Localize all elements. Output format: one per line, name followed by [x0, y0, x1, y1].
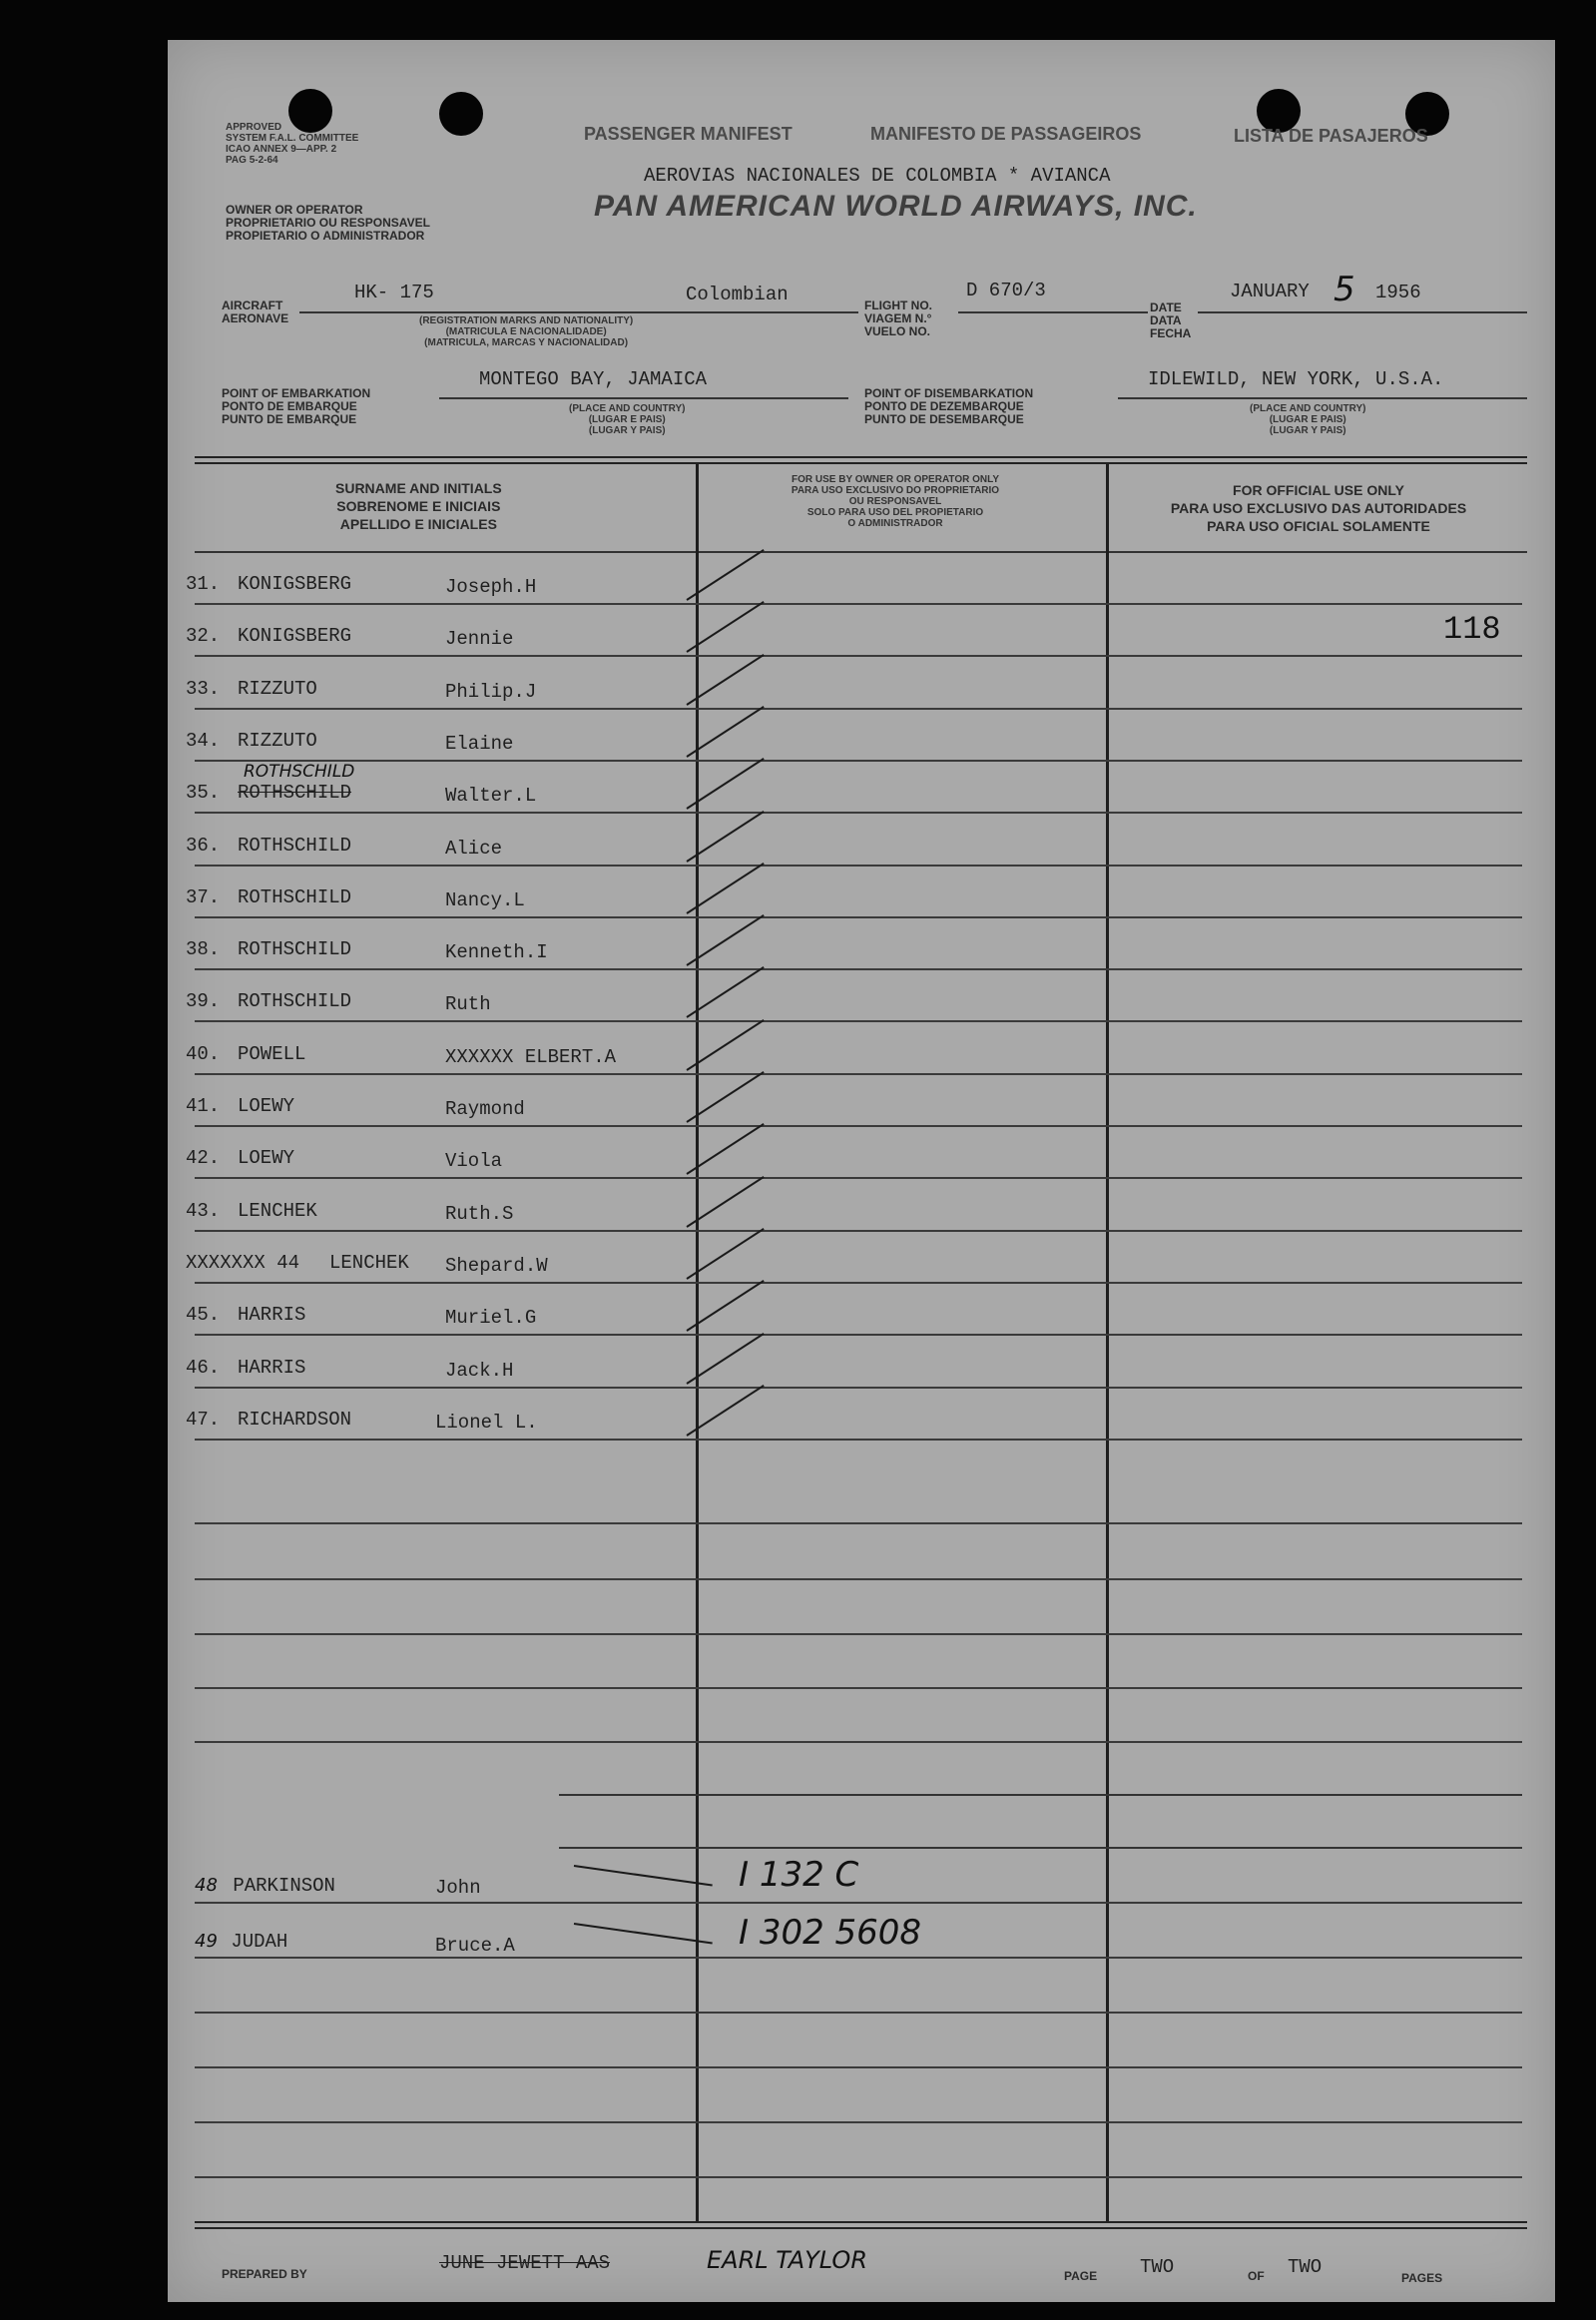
passenger-number: 37.	[186, 886, 221, 908]
late-passenger-note: I 302 5608	[739, 1913, 922, 1953]
passenger-given-name: Ruth.S	[445, 1203, 514, 1225]
prepared-by-handwritten: EARL TAYLOR	[707, 2246, 867, 2274]
embarkation-underline	[439, 397, 848, 399]
row-line	[195, 968, 1522, 970]
table-bottom-rule	[195, 2221, 1527, 2223]
passenger-surname: KONIGSBERG	[238, 625, 352, 647]
passenger-surname: LOEWY	[238, 1147, 295, 1169]
late-passenger-given: Bruce.A	[435, 1935, 515, 1957]
date-underline	[1198, 311, 1527, 313]
passenger-number: 48	[195, 1875, 218, 1896]
page-label: PAGE	[1064, 2269, 1098, 2283]
row-line	[195, 708, 1522, 710]
table-top-rule	[195, 456, 1527, 458]
passenger-surname: ROTHSCHILD	[238, 886, 352, 908]
passenger-surname: ROTHSCHILD	[238, 938, 352, 960]
disembarkation-underline	[1118, 397, 1527, 399]
passenger-given-name: Muriel.G	[445, 1307, 537, 1329]
passenger-number: 39.	[186, 990, 221, 1012]
passenger-surname: ROTHSCHILD	[238, 990, 352, 1012]
passenger-number: XXXXXXX 44	[186, 1252, 300, 1274]
date-day: 5	[1333, 270, 1355, 309]
passenger-given-name: Philip.J	[445, 681, 537, 703]
passenger-surname: PARKINSON	[233, 1875, 335, 1897]
passenger-number: 31.	[186, 573, 221, 595]
empty-row-line	[195, 1578, 1522, 1580]
date-year: 1956	[1375, 282, 1421, 303]
header-bottom-rule	[195, 551, 1527, 553]
aircraft-nationality: Colombian	[686, 284, 789, 305]
row-line	[195, 1020, 1522, 1022]
passenger-surname: ROTHSCHILD	[238, 782, 352, 804]
aircraft-underline	[299, 311, 858, 313]
passenger-number: 36.	[186, 835, 221, 857]
prepared-by-typed: JUNE JEWETT AAS	[439, 2252, 611, 2274]
approval-block: APPROVED SYSTEM F.A.L. COMMITTEE ICAO ANNEX 9—APP. 2 PAG 5-2-64	[226, 122, 359, 166]
row-line	[195, 1230, 1522, 1232]
passenger-given-name: Walter.L	[445, 785, 537, 807]
of-value: TWO	[1288, 2256, 1323, 2278]
passenger-given-name: Ruth	[445, 993, 491, 1015]
airline-name: PAN AMERICAN WORLD AIRWAYS, INC.	[594, 190, 1198, 223]
passenger-surname: LENCHEK	[238, 1200, 317, 1222]
flight-labels: FLIGHT NO. VIAGEM N.° VUELO NO.	[864, 298, 932, 338]
passenger-number: 43.	[186, 1200, 221, 1222]
flight-number: D 670/3	[966, 280, 1046, 301]
row-line	[195, 1125, 1522, 1127]
passenger-given-name: Raymond	[445, 1098, 525, 1120]
passenger-number: 42.	[186, 1147, 221, 1169]
table-bottom-rule	[195, 2227, 1527, 2229]
passenger-given-name: Lionel L.	[435, 1412, 538, 1434]
passenger-given-name: Jennie	[445, 628, 514, 650]
flight-underline	[958, 311, 1148, 313]
row-line	[195, 812, 1522, 814]
column-header-operator: FOR USE BY OWNER OR OPERATOR ONLY PARA USO EXCLUSIVO DO PROPRIETARIO OU RESPONSAVEL SOLO PARA USO DEL PROPIETARIO O ADMINISTRADOR	[791, 474, 1000, 529]
passenger-given-name: Elaine	[445, 733, 514, 755]
empty-row-line	[195, 1522, 1522, 1524]
row-line	[195, 1957, 1522, 1959]
owner-labels: OWNER OR OPERATOR PROPRIETARIO OU RESPONSAVEL PROPIETARIO O ADMINISTRADOR	[226, 203, 430, 243]
embarkation-labels: POINT OF EMBARKATION PONTO DE EMBARQUE PUNTO DE EMBARQUE	[222, 386, 371, 426]
late-passenger-row	[195, 1875, 335, 1897]
embarkation-captions: (PLACE AND COUNTRY) (LUGAR E PAIS) (LUGAR Y PAIS)	[569, 403, 686, 436]
passenger-number: 40.	[186, 1043, 221, 1065]
empty-row-line	[195, 2176, 1522, 2178]
empty-row-line	[195, 2012, 1522, 2014]
passenger-surname: RICHARDSON	[238, 1409, 352, 1431]
table-top-rule	[195, 462, 1527, 464]
passenger-surname: HARRIS	[238, 1357, 306, 1379]
disembarkation-captions: (PLACE AND COUNTRY) (LUGAR E PAIS) (LUGAR Y PAIS)	[1250, 403, 1366, 436]
late-passenger-given: John	[435, 1877, 481, 1899]
aircraft-registration: HK- 175	[354, 282, 434, 303]
of-label: OF	[1248, 2269, 1265, 2283]
passenger-surname: RIZZUTO	[238, 730, 317, 752]
pages-label: PAGES	[1401, 2271, 1443, 2285]
registration-captions: (REGISTRATION MARKS AND NATIONALITY) (MATRICULA E NACIONALIDADE) (MATRICULA, MARCAS Y NACIONALIDAD)	[419, 315, 634, 348]
punch-hole	[439, 92, 483, 136]
passenger-surname: KONIGSBERG	[238, 573, 352, 595]
row-line	[195, 1282, 1522, 1284]
empty-row-line	[195, 1633, 1522, 1635]
passenger-surname: LOEWY	[238, 1095, 295, 1117]
empty-row-line	[195, 1687, 1522, 1689]
late-passenger-note: I 132 C	[739, 1855, 859, 1895]
row-line	[195, 1334, 1522, 1336]
passenger-number: 46.	[186, 1357, 221, 1379]
embarkation-value: MONTEGO BAY, JAMAICA	[479, 368, 708, 390]
empty-row-line	[559, 1794, 1522, 1796]
page-value: TWO	[1140, 2256, 1175, 2278]
date-month: JANUARY	[1230, 281, 1310, 302]
empty-row-line	[195, 2066, 1522, 2068]
passenger-surname: HARRIS	[238, 1304, 306, 1326]
passenger-surname: ROTHSCHILD	[238, 835, 352, 857]
aircraft-labels: AIRCRAFT AERONAVE	[222, 298, 289, 325]
passenger-surname: JUDAH	[231, 1931, 288, 1953]
title-spanish: LISTA DE PASAJEROS	[1234, 126, 1428, 146]
disembarkation-value: IDLEWILD, NEW YORK, U.S.A.	[1148, 368, 1444, 390]
passenger-given-name: Viola	[445, 1150, 503, 1172]
row-line	[195, 1073, 1522, 1075]
operator-typed: AEROVIAS NACIONALES DE COLOMBIA * AVIANCA	[644, 165, 1111, 187]
date-labels: DATE DATA FECHA	[1150, 300, 1192, 340]
passenger-number: 34.	[186, 730, 221, 752]
row-line	[195, 865, 1522, 867]
prepared-by-label: PREPARED BY	[222, 2267, 307, 2281]
passenger-number: 41.	[186, 1095, 221, 1117]
passenger-given-name: Shepard.W	[445, 1255, 548, 1277]
passenger-given-name: Jack.H	[445, 1360, 514, 1382]
disembarkation-labels: POINT OF DISEMBARKATION PONTO DE DEZEMBARQUE PUNTO DE DESEMBARQUE	[864, 386, 1034, 426]
passenger-given-name: Alice	[445, 838, 503, 860]
passenger-surname: LENCHEK	[329, 1252, 409, 1274]
passenger-number: 49	[195, 1931, 218, 1952]
empty-row-line	[195, 2121, 1522, 2123]
column-header-official: FOR OFFICIAL USE ONLY PARA USO EXCLUSIVO DAS AUTORIDADES PARA USO OFICIAL SOLAMENTE	[1170, 482, 1467, 534]
row-line	[195, 655, 1522, 657]
row-line	[195, 1387, 1522, 1389]
row-line	[195, 760, 1522, 762]
passenger-surname: RIZZUTO	[238, 678, 317, 700]
passenger-given-name: Nancy.L	[445, 889, 525, 911]
late-passenger-row	[195, 1931, 287, 1953]
row-line	[195, 603, 1522, 605]
row-line	[195, 1902, 1522, 1904]
title-english: PASSENGER MANIFEST	[584, 124, 793, 144]
passenger-given-name: XXXXXX ELBERT.A	[445, 1046, 617, 1068]
passenger-number: 32.	[186, 625, 221, 647]
passenger-number: 33.	[186, 678, 221, 700]
passenger-given-name: Joseph.H	[445, 576, 537, 598]
passenger-number: 45.	[186, 1304, 221, 1326]
title-portuguese: MANIFESTO DE PASSAGEIROS	[870, 124, 1142, 144]
passenger-surname: POWELL	[238, 1043, 306, 1065]
rothschild-correction: ROTHSCHILD	[244, 762, 355, 782]
row-line	[195, 916, 1522, 918]
passenger-number: 38.	[186, 938, 221, 960]
column-header-names: SURNAME AND INITIALS SOBRENOME E INICIAIS APELLIDO E INICIALES	[335, 480, 502, 532]
empty-row-line	[195, 1741, 1522, 1743]
passenger-number: 47.	[186, 1409, 221, 1431]
empty-row-line	[559, 1847, 1522, 1849]
passenger-given-name: Kenneth.I	[445, 941, 548, 963]
page-stamp: 118	[1443, 611, 1501, 648]
passenger-number: 35.	[186, 782, 221, 804]
row-line	[195, 1177, 1522, 1179]
row-line	[195, 1439, 1522, 1441]
